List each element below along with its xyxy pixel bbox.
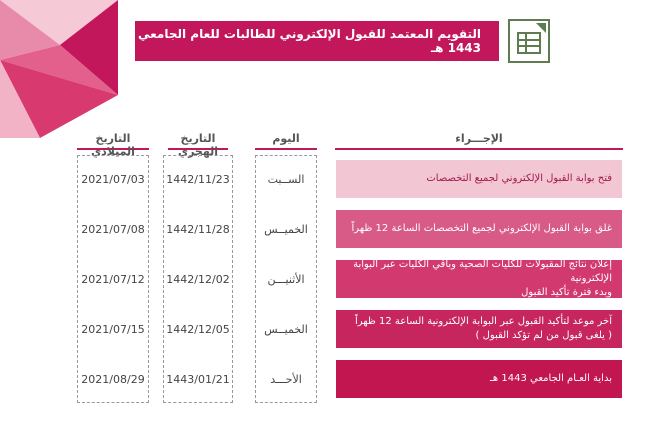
- header-gregorian-date: التاريخ الميلادي: [77, 132, 149, 150]
- procedure-cell: إعلان نتائج المقبولات للكليات الصحية وباقي الكليات عبر البوابة الإلكترونية وبدء فترة تأكيد القبول: [336, 260, 622, 298]
- header-day: اليوم: [255, 132, 317, 150]
- hijri-date-cell: 1442/11/23: [166, 172, 230, 186]
- gregorian-date-cell: 2021/07/15: [81, 322, 145, 336]
- gregorian-date-cell: 2021/07/08: [81, 222, 145, 236]
- table-row: [0, 259, 650, 299]
- hijri-date-cell: 1442/12/02: [166, 272, 230, 286]
- gregorian-date-cell: 2021/08/29: [81, 372, 145, 386]
- spreadsheet-icon: [508, 19, 550, 63]
- header-procedure: الإجـــراء: [335, 132, 623, 150]
- hijri-date-cell: 1442/11/28: [166, 222, 230, 236]
- gregorian-date-cell: 2021/07/12: [81, 272, 145, 286]
- procedure-cell: بداية العـام الجامعي 1443 هـ: [336, 360, 622, 398]
- procedure-cell: آخر موعد لتأكيد القبول عبر البوابة الإلكترونية الساعة 12 ظهراً ( يلغى قبول من لم تؤكد القبول ): [336, 310, 622, 348]
- day-cell: الســبت: [267, 172, 305, 186]
- page-title: التقويم المعتمد للقبول الإلكتروني للطالبات للعام الجامعي 1443 هـ: [135, 21, 499, 61]
- header-hijri-date: التاريخ الهجري: [168, 132, 228, 150]
- day-cell: الخميــس: [264, 322, 308, 336]
- table-row: [0, 209, 650, 249]
- day-cell: الخميــس: [264, 222, 308, 236]
- procedure-cell: فتح بوابة القبول الإلكتروني لجميع التخصصات: [336, 160, 622, 198]
- day-cell: الأحـــد: [270, 372, 302, 386]
- table-row: [0, 159, 650, 199]
- decorative-triangles: [0, 0, 130, 140]
- table-row: [0, 359, 650, 399]
- procedure-cell: غلق بوابة القبول الإلكتروني لجميع التخصصات الساعة 12 ظهراً: [336, 210, 622, 248]
- day-cell: الأثنيـــن: [267, 272, 305, 286]
- hijri-date-cell: 1442/12/05: [166, 322, 230, 336]
- table-row: [0, 309, 650, 349]
- gregorian-date-cell: 2021/07/03: [81, 172, 145, 186]
- hijri-date-cell: 1443/01/21: [166, 372, 230, 386]
